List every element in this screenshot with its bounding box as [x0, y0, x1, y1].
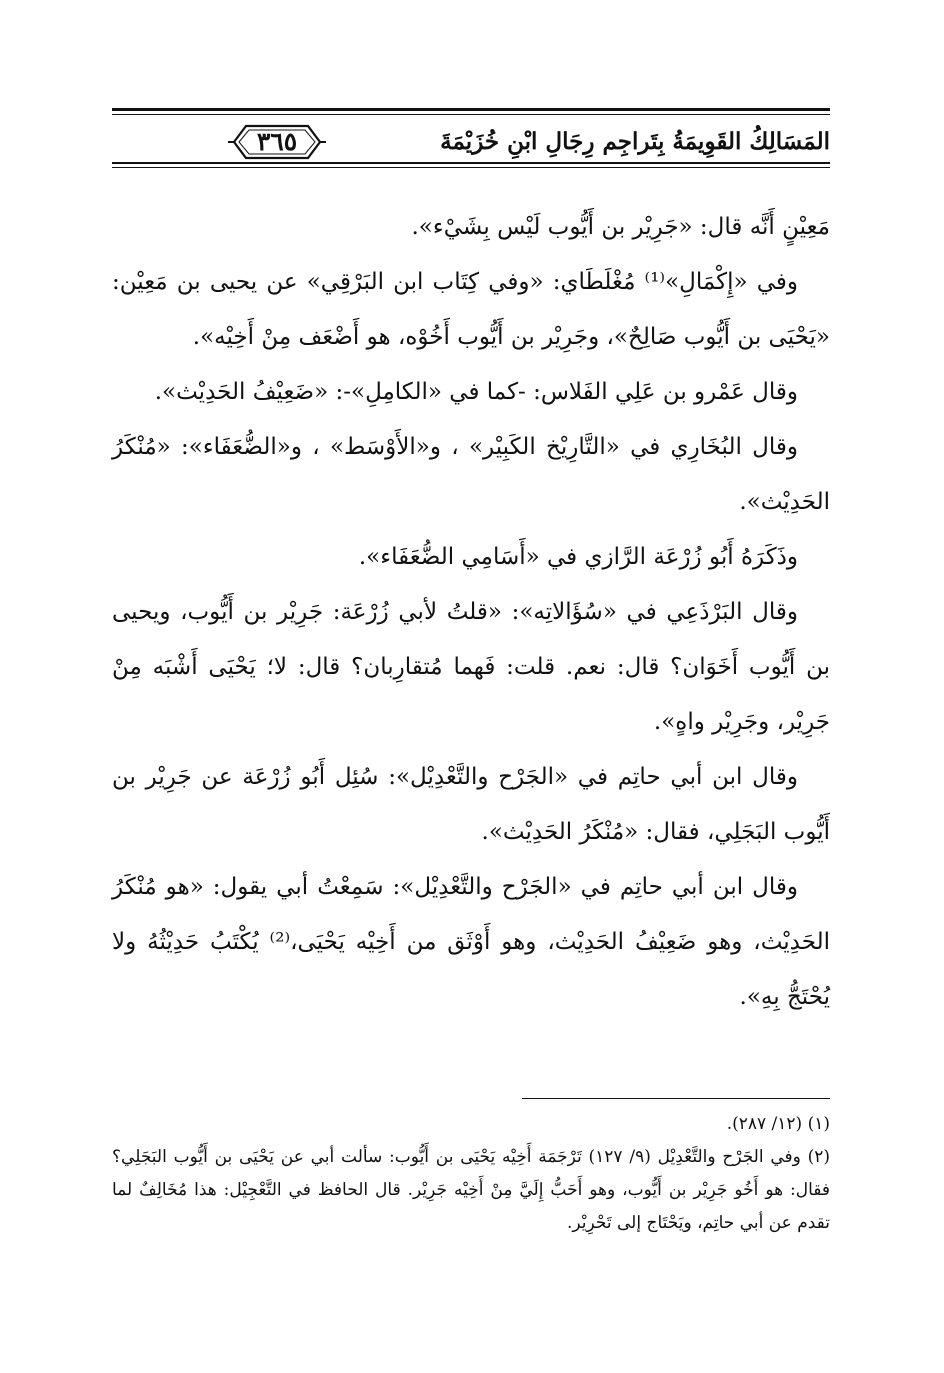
paragraph: وقال البُخَارِي في «التَّارِيْخ الكَبِيْر» ، و«الأَوْسَط» ، و«الضُّعَفَاء»: «مُنْكَرُ الحَدِيْث». — [112, 434, 830, 515]
body-text — [112, 200, 830, 1025]
paragraph: وقال عَمْرو بن عَلِي الفَلاس: -كما في «الكامِلِ»-: «ضَعِيْفُ الحَدِيْث». — [154, 379, 798, 405]
header-rule-top-thick — [112, 108, 830, 111]
paragraph: وقال ابن أبي حاتِم في «الجَرْح والتَّعْدِيْل»: سَمِعْتُ أبي يقول: «هو مُنْكَرُ الحَدِيْث، وهو ضَعِيْفُ الحَدِيْث، وهو أَوْثَق من أَخِيْه يَحْيَى،⁽²⁾ يُكْتَبُ حَدِيْثُهُ ولا يُحْتَجُّ بِهِ». — [112, 874, 830, 1010]
paragraph: وقال ابن أبي حاتِم في «الجَرْح والتَّعْدِيْل»: سُئِل أَبُو زُرْعَة عن جَرِيْر بن أَيُّوب البَجَلِي، فقال: «مُنْكَرُ الحَدِيْث». — [112, 764, 830, 845]
paragraph: وذَكَرَهُ أَبُو زُرْعَة الرَّازي في «أَسَامِي الضُّعَفَاء». — [358, 544, 798, 570]
footnotes — [112, 1108, 830, 1240]
header-rule-top-thin — [112, 114, 830, 115]
paragraph: وفي «إِكْمَالِ»⁽¹⁾ مُغْلَطَاي: «وفي كِتَاب ابن البَرْقِي» عن يحيى بن مَعِيْن: «يَحْيَى بن أَيُّوب صَالِحٌ»، وجَرِيْر بن أَيُّوب أَخُوْه، هو أَضْعَف مِنْ أَخِيْه». — [112, 269, 830, 350]
paragraph: مَعِيْنٍ أَنَّه قال: «جَرِيْر بن أَيُّوب لَيْس بِشَيْء». — [411, 214, 830, 240]
page-number-ornament — [228, 120, 326, 164]
footnote-1: (١) (١٢/ ٢٨٧). — [726, 1114, 830, 1134]
footnote-separator — [522, 1098, 830, 1099]
header-rule-bottom-thick — [112, 162, 830, 164]
paragraph: وقال البَرْذَعِي في «سُؤَالاتِه»: «قلتُ لأبي زُرْعَة: جَرِيْر بن أَيُّوب، ويحيى بن أَيُّوب أَخَوَان؟ قال: نعم. قلت: فَهما مُتقارِبان؟ قال: لا؛ يَحْيَى أَشْبَه مِنْ جَرِيْر، وجَرِيْر واهٍ». — [112, 599, 830, 735]
book-title: المَسَالِكُ القَوِيمَةُ بِتَراجِم رِجَالِ ابْنِ خُزَيْمَةَ — [440, 128, 830, 155]
page-number: ٣٦٥ — [256, 127, 298, 156]
header-rule-bottom-thin — [112, 167, 830, 168]
footnote-2: (٢) وفي الجَرْح والتَّعْدِيْل (٩/ ١٢٧) تَرْجَمَة أَخِيْه يَحْيَى بن أَيُّوب: سألت أبي عن يَحْيَى بن أَيُّوب البَجَلِي؟ فقال: هو أَخُو جَرِيْر بن أَيُّوب، وهو أَحَبُّ إِلَيَّ مِنْ أَخِيْه جَرِيْر. قال الحافظ في التَّعْجِيْل: هذا مُخَالِفٌ لما تقدم عن أبي حاتِم، ويَحْتَاج إلى تَحْرِيْر. — [112, 1147, 831, 1233]
